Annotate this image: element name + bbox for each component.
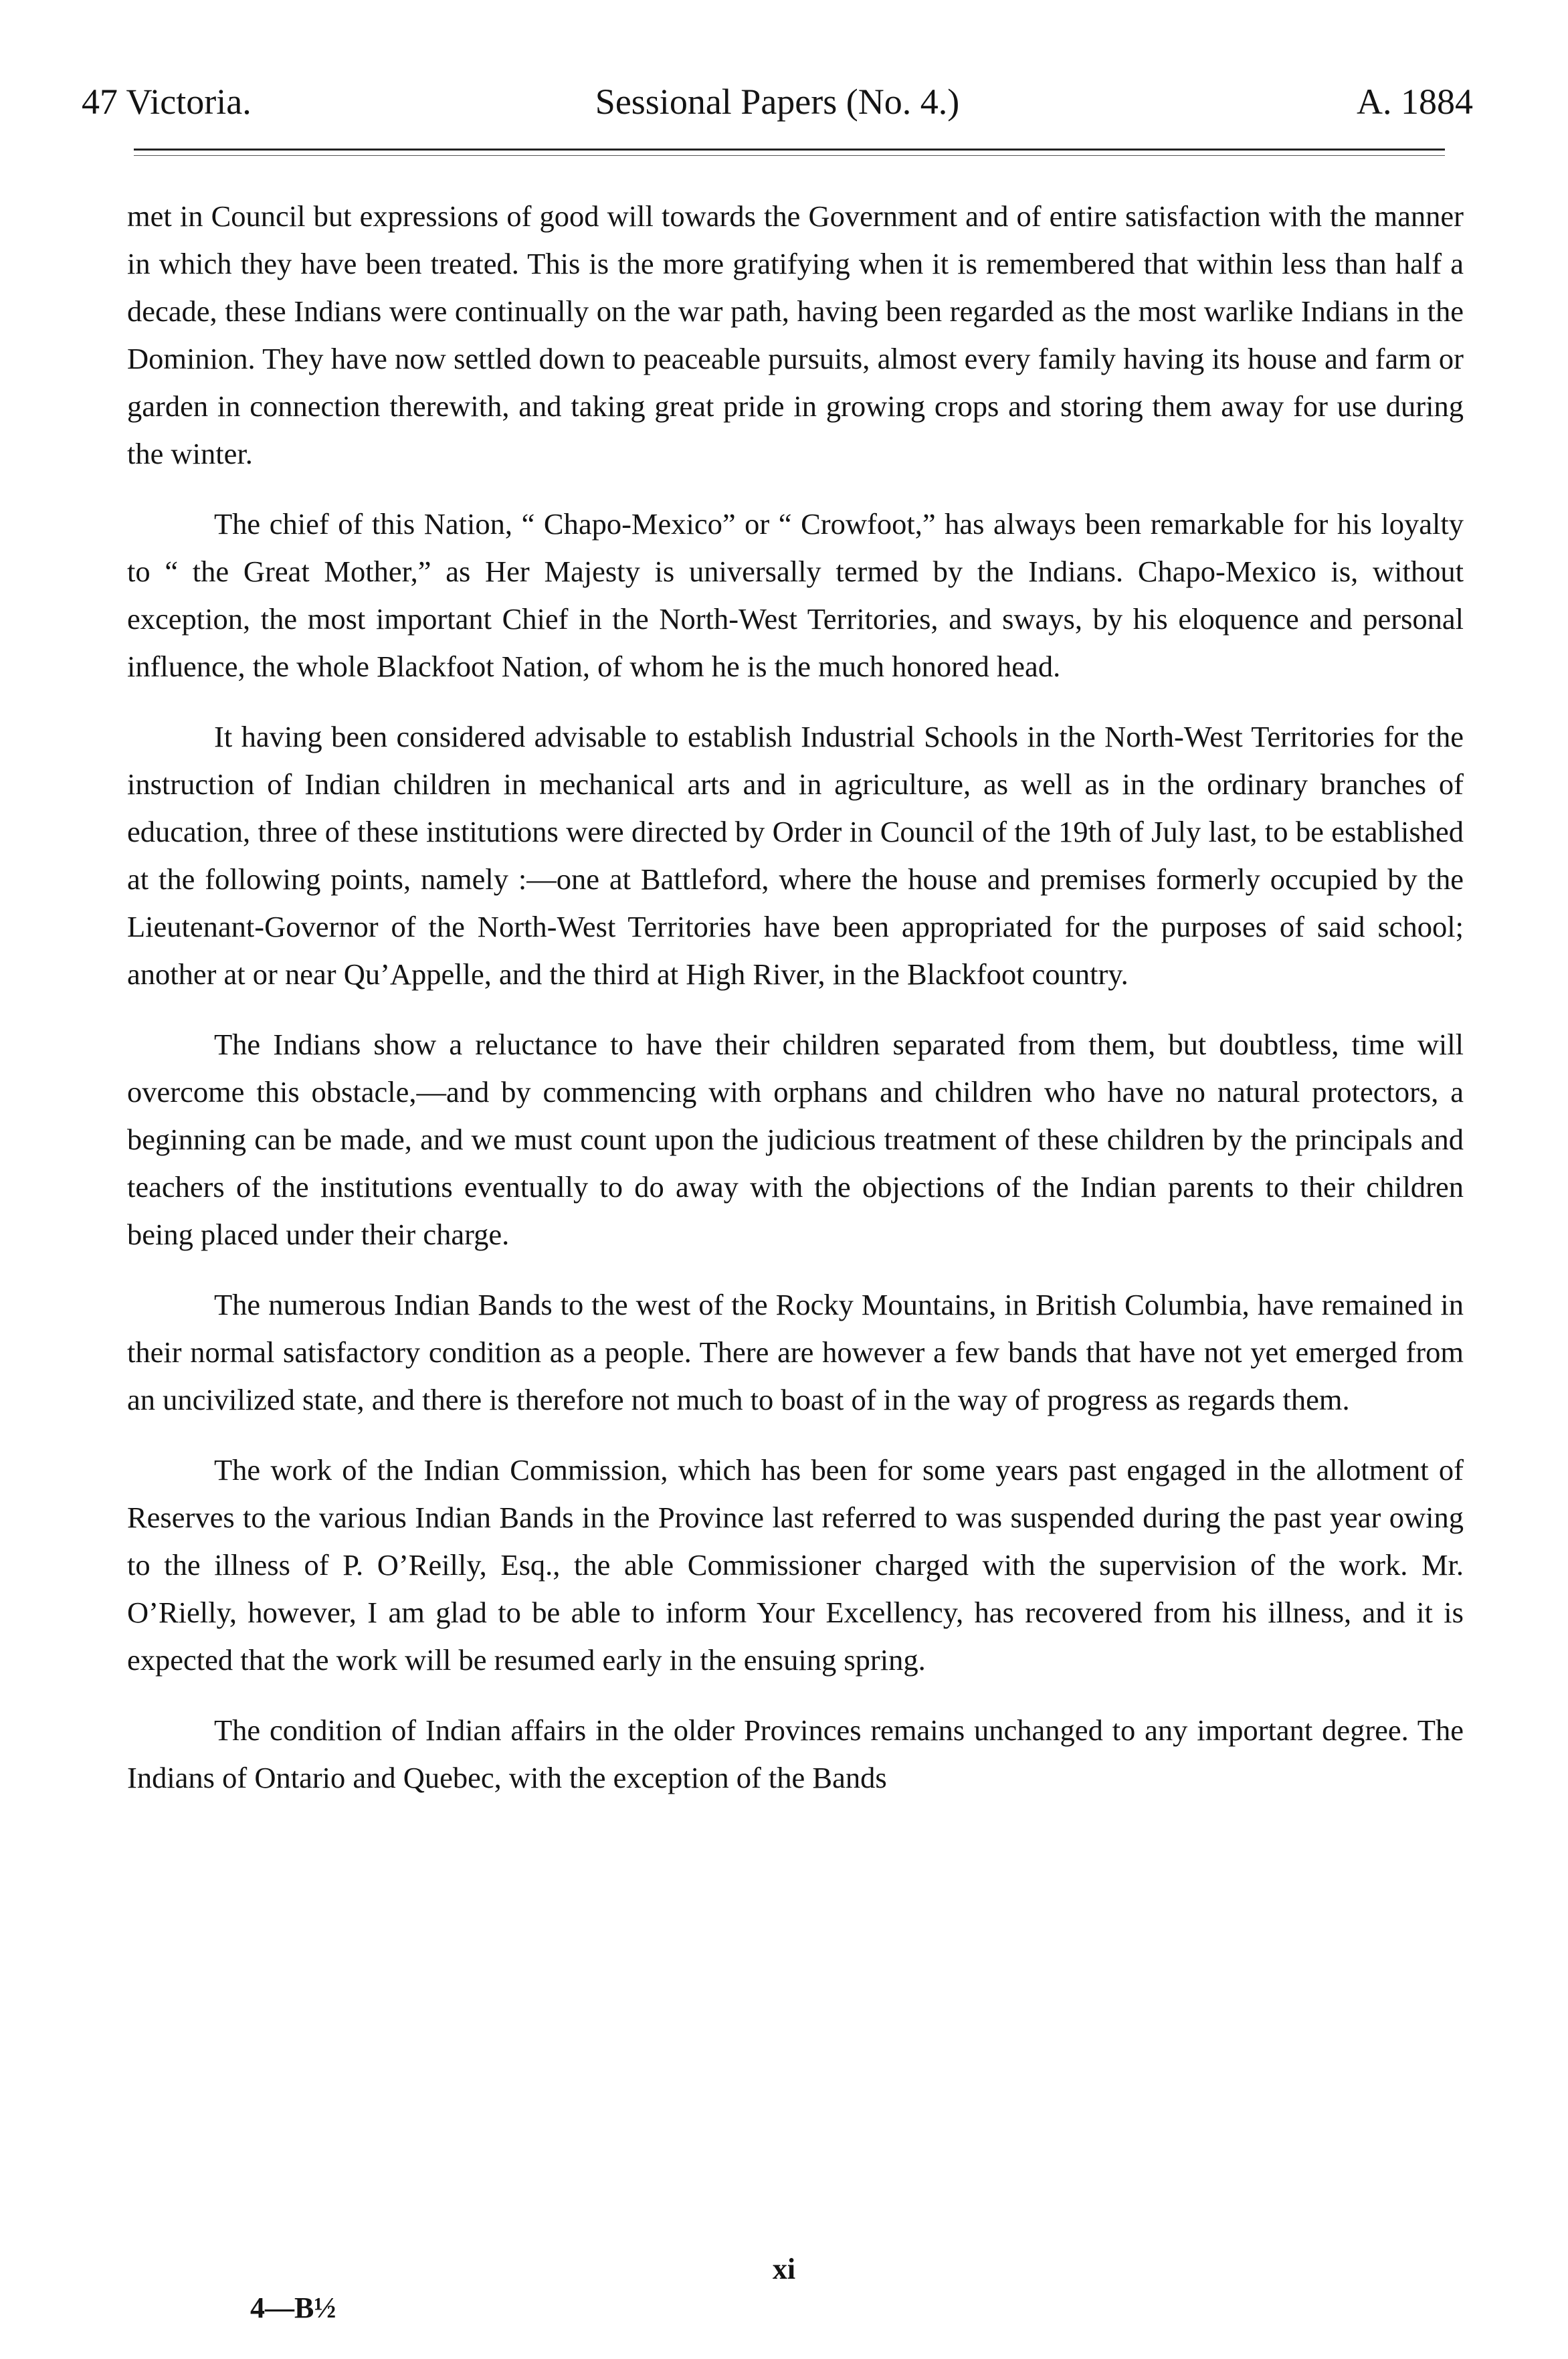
paragraph-7: The condition of Indian affairs in the older Provinces remains unchanged to any important degree. The Indians of Ontario and Quebec, with the exception of the Bands	[127, 1713, 1464, 1794]
paragraph-1: met in Council but expressions of good will towards the Government and of entire satisfaction with the manner in which they have been treated. This is the more gratifying when it is remembered that within less than half a decade, these Indians were continually on the war path, having been regarded as the most warlike Indians in the Dominion. They have now settled down to peaceable pursuits, almost every family having its house and farm or garden in connection therewith, and taking great pride in growing crops and storing them away for use during the winter.	[127, 199, 1464, 470]
header-rule-thin	[134, 155, 1445, 156]
header-year: A. 1884	[1357, 82, 1473, 122]
body-text	[127, 193, 1464, 1824]
page-number: xi	[772, 2253, 796, 2285]
paragraph-3: It having been considered advisable to establish Industrial Schools in the North-West Territories for the instruction of Indian children in mechanical arts and in agriculture, as well as in the ordinary branches of education, three of these institutions were directed by Order in Council of the 19th of July last, to be established at the following points, namely :—one at Battleford, where the house and premises formerly occupied by the Lieutenant-Governor of the North-West Territories have been appropriated for the purposes of said school; another at or near Qu’Appelle, and the third at High River, in the Blackfoot country.	[127, 720, 1464, 991]
signature-mark: 4—B½	[250, 2291, 336, 2324]
paragraph-6: The work of the Indian Commission, which has been for some years past engaged in the allotment of Reserves to the various Indian Bands in the Province last referred to was suspended during the past year owing to the illness of P. O’Reilly, Esq., the able Commissioner charged with the supervision of the work. Mr. O’Rielly, however, I am glad to be able to inform Your Excellency, has recovered from his illness, and it is expected that the work will be resumed early in the ensuing spring.	[127, 1453, 1464, 1677]
paragraph-2: The chief of this Nation, “ Chapo-Mexico” or “ Crowfoot,” has always been remarkable for his loyalty to “ the Great Mother,” as Her Majesty is universally termed by the Indians. Chapo-Mexico is, without exception, the most important Chief in the North-West Territories, and sways, by his eloquence and personal influence, the whole Blackfoot Nation, of whom he is the much honored head.	[127, 507, 1464, 683]
header-volume: 47 Victoria.	[82, 82, 252, 122]
header-rule	[134, 149, 1445, 151]
page-header	[82, 75, 1473, 128]
paragraph-4: The Indians show a reluctance to have their children separated from them, but doubtless, time will overcome this obstacle,—and by commencing with orphans and children who have no natural protectors, a beginning can be made, and we must count upon the judicious treatment of these children by the principals and teachers of the institutions eventually to do away with the objections of the Indian parents to their children being placed under their charge.	[127, 1028, 1464, 1251]
paragraph-5: The numerous Indian Bands to the west of the Rocky Mountains, in British Columbia, have remained in their normal satisfactory condition as a people. There are however a few bands that have not yet emerged from an uncivilized state, and there is therefore not much to boast of in the way of progress as regards them.	[127, 1288, 1464, 1416]
header-title: Sessional Papers (No. 4.)	[595, 82, 960, 122]
